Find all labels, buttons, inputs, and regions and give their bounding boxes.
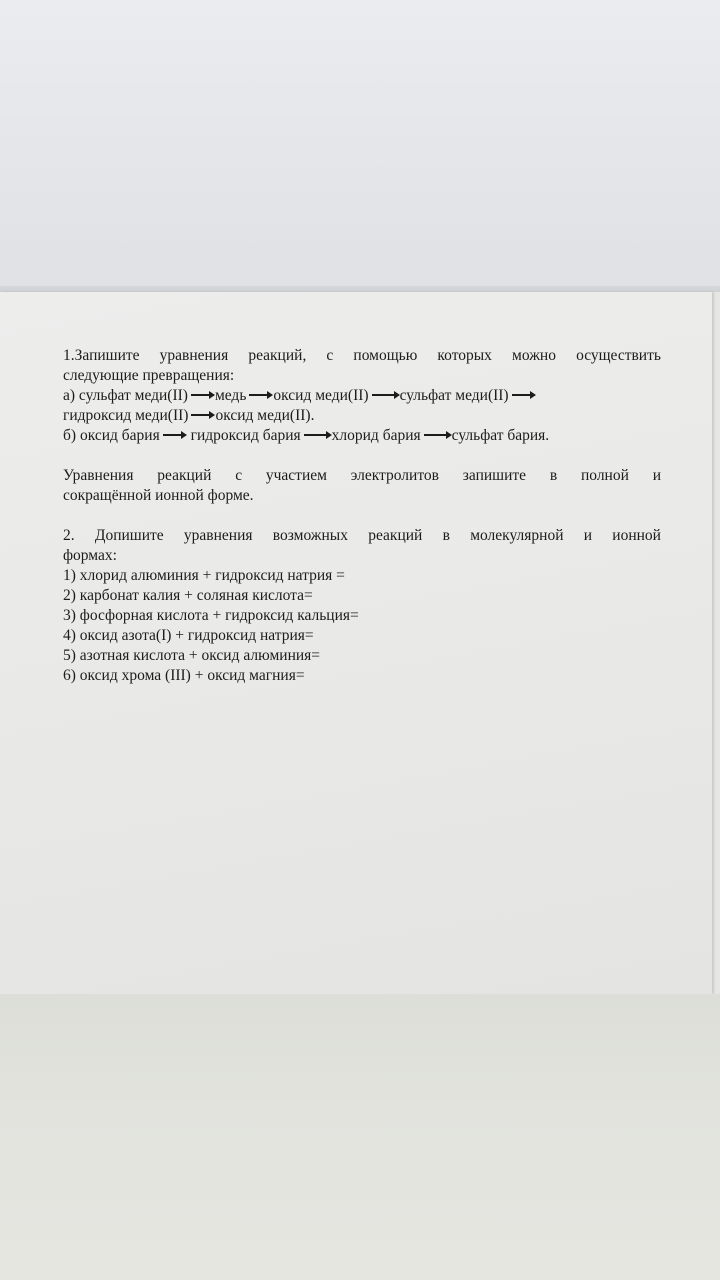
chain-step: хлорид бария [331, 427, 421, 444]
task1-heading-continuation: следующие превращения: [63, 367, 235, 384]
chain-step: оксид меди(II). [215, 407, 315, 424]
chain-b-line [63, 426, 661, 446]
reaction-item: 1) хлорид алюминия + гидроксид натрия = [63, 567, 345, 584]
worksheet-text [63, 346, 661, 686]
task1-heading [63, 346, 661, 366]
chain-step: сульфат меди(II) [78, 387, 188, 404]
reaction-item: 6) оксид хрома (III) + оксид магния= [63, 667, 305, 684]
reaction-item: 2) карбонат калия + соляная кислота= [63, 587, 313, 604]
chain-a-line2 [63, 406, 661, 426]
chain-b-prefix: б) [63, 427, 77, 444]
chain-step: оксид бария [79, 427, 160, 444]
note-word: полной [580, 467, 629, 484]
heading-word: уравнения [159, 347, 229, 364]
chain-a-line1 [63, 386, 661, 406]
heading-word: уравнения [183, 527, 253, 544]
note-word: запишите [462, 467, 527, 484]
note-word: с [235, 467, 243, 484]
task2-heading [63, 526, 661, 546]
arrow-icon [512, 394, 534, 396]
arrow-icon [424, 434, 450, 436]
heading-word: возможных [272, 527, 348, 544]
chain-step: гидроксид меди(II) [63, 407, 189, 424]
heading-word: в [442, 527, 450, 544]
heading-word: Допишите [94, 527, 164, 544]
spacer [63, 446, 661, 466]
heading-word: с [326, 347, 334, 364]
heading-word: реакций [368, 527, 423, 544]
chain-a-prefix: а) [63, 387, 76, 404]
heading-word: ионной [612, 527, 661, 544]
chain-step: гидроксид бария [190, 427, 301, 444]
note-word: и [652, 467, 661, 484]
heading-word: 1.Запишите [63, 347, 140, 364]
electrolyte-note [63, 466, 661, 486]
heading-word: осуществить [576, 347, 661, 364]
arrow-icon [163, 434, 185, 436]
arrow-icon [191, 394, 213, 396]
reaction-item: 4) оксид азота(I) + гидроксид натрия= [63, 627, 314, 644]
note-word: в [549, 467, 558, 484]
arrow-icon [304, 434, 330, 436]
reaction-item: 3) фосфорная кислота + гидроксид кальция= [63, 607, 359, 624]
heading-word: которых [437, 347, 492, 364]
background-surface [0, 994, 720, 1280]
heading-word: помощью [353, 347, 418, 364]
heading-word: реакций, [248, 347, 307, 364]
chain-step: медь [214, 387, 247, 404]
arrow-icon [249, 394, 271, 396]
heading-word: молекулярной [470, 527, 564, 544]
chain-step: сульфат бария. [451, 427, 550, 444]
task2-heading-continuation: формах: [63, 547, 117, 564]
spacer [63, 506, 661, 526]
arrow-icon [372, 394, 398, 396]
electrolyte-note-continuation: сокращённой ионной форме. [63, 487, 254, 504]
note-word: реакций [157, 467, 212, 484]
chain-step: сульфат меди(II) [399, 387, 509, 404]
heading-word: 2. [63, 527, 75, 544]
note-word: участием [265, 467, 327, 484]
top-paper-sheet [0, 0, 720, 292]
note-word: Уравнения [63, 467, 134, 484]
heading-word: и [583, 527, 593, 544]
reaction-item: 5) азотная кислота + оксид алюминия= [63, 647, 321, 664]
note-word: электролитов [350, 467, 439, 484]
chain-step: оксид меди(II) [273, 387, 369, 404]
heading-word: можно [512, 347, 556, 364]
arrow-icon [191, 414, 213, 416]
